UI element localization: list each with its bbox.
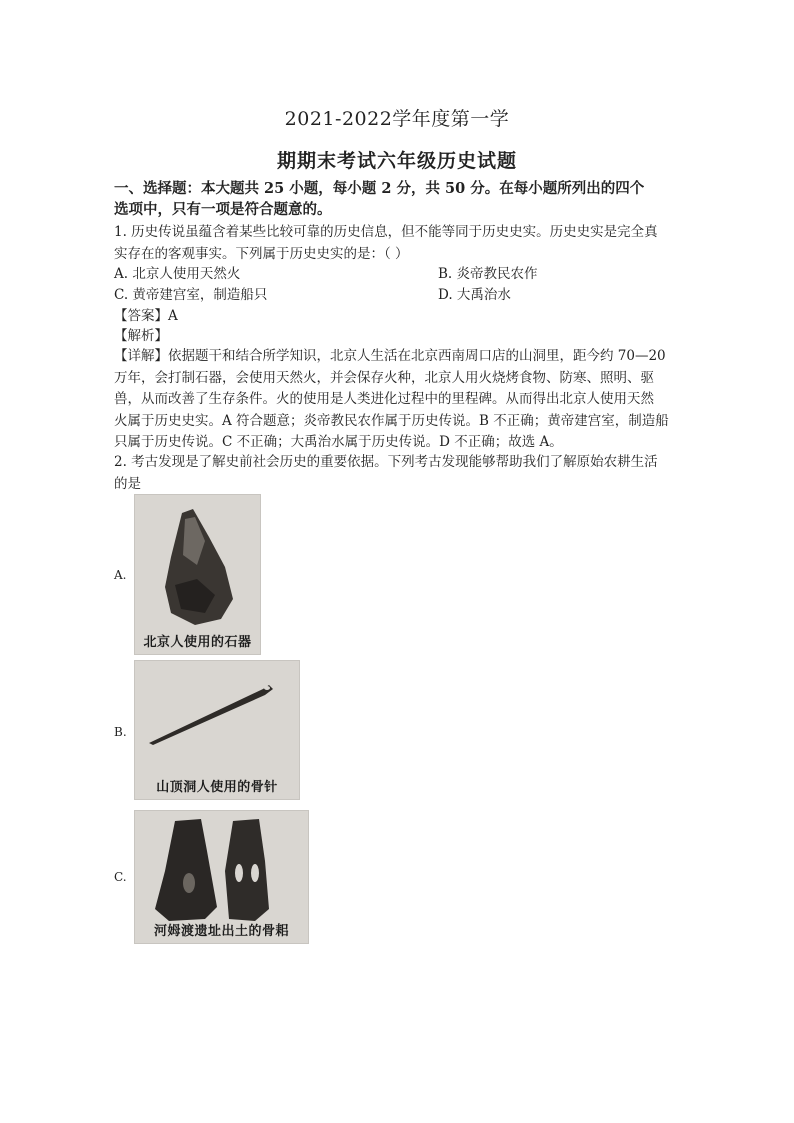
answer-tag: 【答案】A (114, 308, 178, 324)
question-2-stem-line2: 的是 (114, 475, 141, 492)
figure-c-bone-spade (134, 810, 309, 944)
figure-c-caption: 河姆渡遗址出土的骨耜 (153, 924, 289, 939)
question-2-stem (114, 452, 694, 495)
section-heading-line1: 一、选择题：本大题共 25 小题，每小题 2 分，共 50 分。在每小题所列出的四个 (114, 180, 645, 197)
exam-title-line2: 期期末考试六年级历史试题 (276, 150, 517, 172)
detail-line2: 万年，会打制石器，会使用天然火，并会保存火种，北京人用火烧烤食物、防寒、照明、驱 (114, 369, 654, 386)
detail-line1: 【详解】依据题干和结合所学知识，北京人生活在北京西南周口店的山洞里，距今约 70—20 (114, 348, 666, 364)
figure-a-caption: 北京人使用的石器 (143, 635, 252, 650)
analysis-tag: 【解析】 (114, 328, 168, 344)
question-1-option-a: A. 北京人使用天然火 (114, 266, 241, 282)
figure-c-label: C. (114, 870, 127, 884)
question-1-option-c: C. 黄帝建宫室，制造船只 (114, 287, 268, 303)
detail-line3: 兽，从而改善了生存条件。火的使用是人类进化过程中的里程碑。从而得出北京人使用天然 (114, 391, 654, 407)
question-1-stem (114, 222, 694, 265)
figure-b-label: B. (114, 725, 127, 739)
section-heading-line2: 选项中，只有一项是符合题意的。 (114, 201, 332, 218)
question-1-stem-line2: 实存在的客观事实。下列属于历史史实的是：（ ） (114, 245, 409, 262)
question-1-stem-line1: 1. 历史传说虽蕴含着某些比较可靠的历史信息，但不能等同于历史史实。历史史实是完全真 (114, 224, 658, 240)
question-1-detail (114, 346, 694, 454)
figure-b-bone-needle (134, 660, 300, 800)
detail-line5: 只属于历史传说。C 不正确；大禹治水属于历史传说。D 不正确；故选 A。 (114, 434, 563, 450)
question-2-stem-line1: 2. 考古发现是了解史前社会历史的重要依据。下列考古发现能够帮助我们了解原始农耕生活 (114, 454, 658, 470)
figure-b-caption: 山顶洞人使用的骨针 (156, 780, 278, 795)
question-1-option-b: B. 炎帝教民农作 (438, 266, 538, 282)
question-1-option-d: D. 大禹治水 (438, 287, 511, 303)
detail-line4: 火属于历史史实。A 符合题意；炎帝教民农作属于历史传说。B 不正确；黄帝建宫室，制造船 (114, 412, 669, 429)
figure-a-stone-tool (134, 494, 261, 655)
section-heading (114, 178, 694, 220)
exam-title-line1: 2021-2022学年度第一学 (284, 108, 510, 130)
figure-a-label: A. (114, 568, 127, 582)
